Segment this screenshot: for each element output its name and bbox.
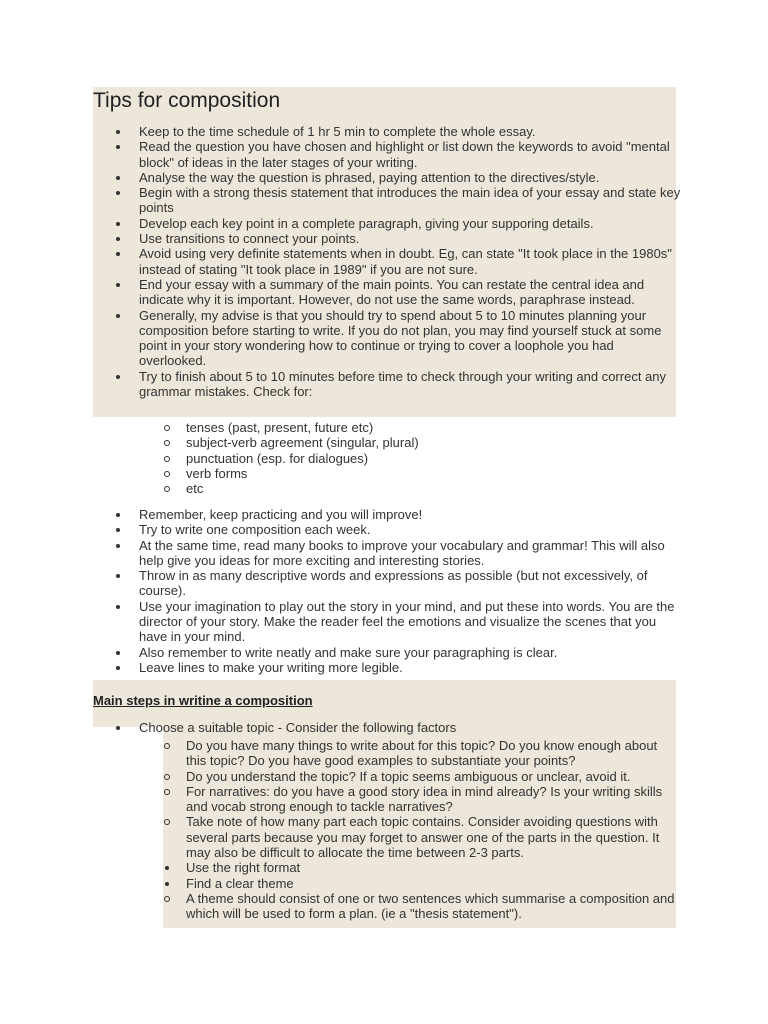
list-item: Find a clear theme [163, 876, 678, 891]
list-item: Analyse the way the question is phrased, paying attention to the directives/style. [93, 170, 683, 185]
list-item: Also remember to write neatly and make sure your paragraphing is clear. [93, 645, 683, 660]
section-heading: Main steps in writine a composition [93, 693, 313, 708]
more-tips-list [93, 507, 683, 675]
list-item: Throw in as many descriptive words and expressions as possible (but not excessively, of course). [93, 568, 683, 599]
list-item: Leave lines to make your writing more legible. [93, 660, 683, 675]
list-item: Avoid using very definite statements when in doubt. Eg, can state "It took place in the 1980s" instead of stating "It took place in 1989" if you are not sure. [93, 246, 683, 277]
list-item: Do you understand the topic? If a topic seems ambiguous or unclear, avoid it. [163, 769, 678, 784]
list-item: Try to write one composition each week. [93, 522, 683, 537]
page-title: Tips for composition [93, 89, 281, 112]
list-item: verb forms [163, 466, 663, 481]
list-item: Use your imagination to play out the story in your mind, and put these into words. You are the director of your story. Make the reader feel the emotions and visualize the scenes that you have in your mind. [93, 599, 683, 645]
steps-list [93, 720, 683, 735]
list-item: Generally, my advise is that you should try to spend about 5 to 10 minutes planning your composition before starting to write. If you do not plan, you may find yourself stuck at some point in your story wondering how to continue or trying to cover a loophole you had overlooked. [93, 308, 683, 369]
tips-list [93, 124, 683, 399]
list-item: A theme should consist of one or two sentences which summarise a composition and which will be used to form a plan. (ie a "thesis statement"). [163, 891, 678, 922]
list-item: punctuation (esp. for dialogues) [163, 451, 663, 466]
factors-list [163, 738, 678, 922]
list-item: Develop each key point in a complete paragraph, giving your supporing details. [93, 216, 683, 231]
check-for-list [163, 420, 663, 496]
list-item: For narratives: do you have a good story idea in mind already? Is your writing skills and vocab strong enough to tackle narratives? [163, 784, 678, 815]
list-item: etc [163, 481, 663, 496]
list-item: Use the right format [163, 860, 678, 875]
list-item: Take note of how many part each topic contains. Consider avoiding questions with several parts because you may forget to answer one of the parts in the question. It may also be difficult to allocate the time between 2-3 parts. [163, 814, 678, 860]
list-item: tenses (past, present, future etc) [163, 420, 663, 435]
list-item: Do you have many things to write about for this topic? Do you know enough about this topic? Do you have good examples to substantiate your points? [163, 738, 678, 769]
list-item: Use transitions to connect your points. [93, 231, 683, 246]
list-item: End your essay with a summary of the main points. You can restate the central idea and indicate why it is important. However, do not use the same words, paraphrase instead. [93, 277, 683, 308]
list-item: Begin with a strong thesis statement that introduces the main idea of your essay and state key points [93, 185, 683, 216]
list-item: Try to finish about 5 to 10 minutes before time to check through your writing and correct any grammar mistakes. Check for: [93, 369, 683, 400]
list-item: At the same time, read many books to improve your vocabulary and grammar! This will also help give you ideas for more exciting and interesting stories. [93, 538, 683, 569]
list-item: subject-verb agreement (singular, plural) [163, 435, 663, 450]
list-item: Remember, keep practicing and you will improve! [93, 507, 683, 522]
list-item: Choose a suitable topic - Consider the following factors [93, 720, 683, 735]
list-item: Read the question you have chosen and highlight or list down the keywords to avoid "mental block" of ideas in the later stages of your writing. [93, 139, 683, 170]
list-item: Keep to the time schedule of 1 hr 5 min to complete the whole essay. [93, 124, 683, 139]
